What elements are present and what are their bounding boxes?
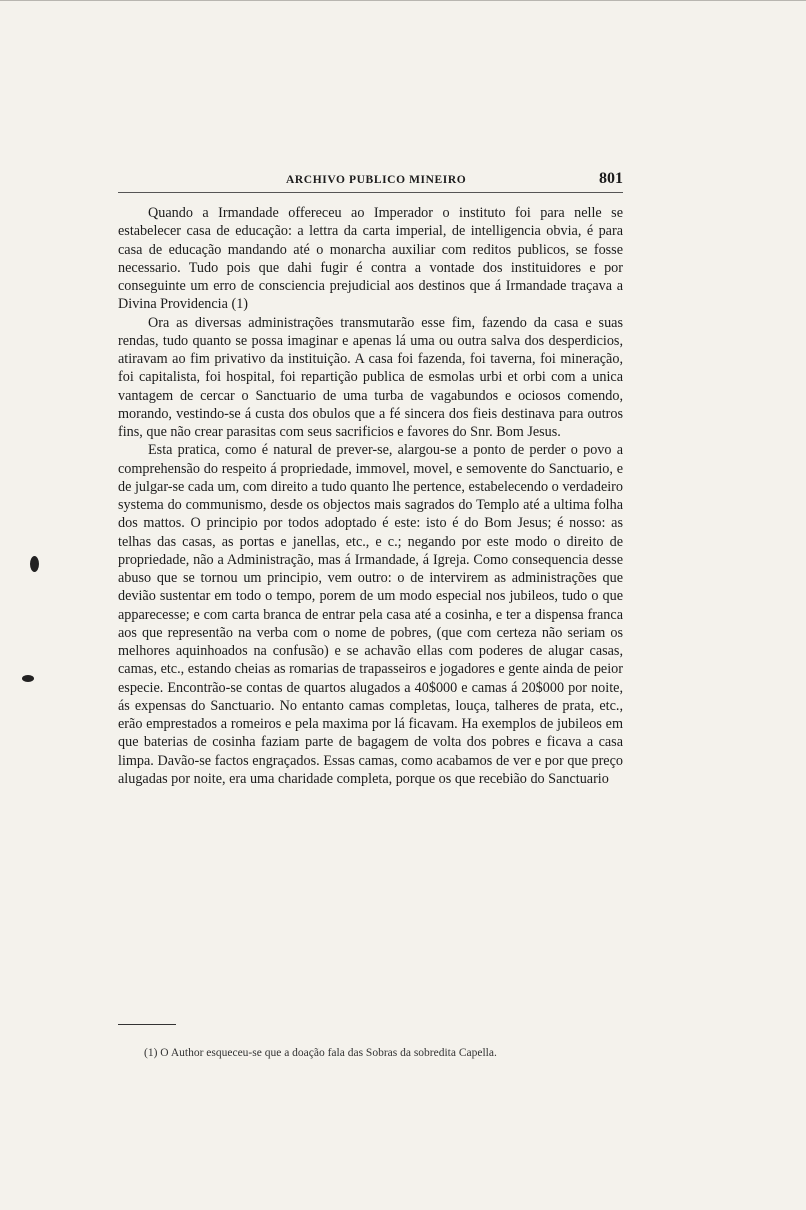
ink-smudge (22, 675, 34, 682)
ink-smudge (30, 556, 39, 572)
footnote: (1) O Author esqueceu-se que a doação fala das Sobras da sobredita Capella. (144, 1047, 497, 1059)
page-number: 801 (599, 170, 623, 187)
running-header (118, 170, 623, 192)
body-text (118, 204, 623, 788)
running-title: ARCHIVO PUBLICO MINEIRO (286, 174, 467, 186)
paragraph-1: Quando a Irmandade offereceu ao Imperador o instituto foi para nelle se estabelecer casa de educação: a lettra da carta imperial, de intelligencia obvia, é para casa de educação mandando até o monarcha auxiliar com reditos publicos, se fosse necessario. Tudo pois que dahi fugir é contra a vontade dos instituidores e por conseguinte um erro de consciencia prejudicial aos destinos que á Irmandade traçava a Divina Providencia (1) (118, 205, 623, 313)
header-rule (118, 192, 623, 193)
paragraph-2: Ora as diversas administrações transmutarão esse fim, fazendo da casa e suas rendas, tudo quanto se possa imaginar e apenas lá uma ou outra salva dos desperdicios, atiravam ao fim privativo da instituição. A casa foi fazenda, foi taverna, foi mineração, foi capitalista, foi hospital, foi repartição publica de esmolas urbi et orbi com a unica vantagem de cercar o Sanctuario de uma turba de vagabundos e ociosos comendo, morando, vestindo-se á custa dos obulos que a fé sincera dos fieis destinava para outros fins, que não crear parasitas com seus sacrificios e favores do Snr. Bom Jesus. (118, 314, 623, 440)
page-top-edge (0, 0, 806, 1)
paragraph-3: Esta pratica, como é natural de prever-se, alargou-se a ponto de perder o povo a comprehensão do respeito á propriedade, immovel, movel, e semovente do Sanctuario, e de julgar-se cada um, com direito a tudo quanto lhe pertence, estabelecendo o verdadeiro systema do communismo, desde os objectos mais sagrados do Templo até a ultima folha dos mattos. O principio por todos adoptado é este: isto é do Bom Jesus; é nosso: as telhas das casas, as portas e janellas, etc., e c.; negando por este modo o direito de propriedade, não a Administração, mas á Irmandade, á Igreja. Como consequencia desse abuso que se tornou um principio, vem outro: o de intervirem as administrações que devião sustentar em todo o tempo, porem de um modo especial nos jubileos, tudo o que apparecesse; e com carta branca de entrar pela casa até a cosinha, e ter a dispensa franca aos que representão na verba com o nome de pobres, (que com certeza não seriam os melhores aquinhoados na confusão) e se achavão ellas com poderes de alugar casas, camas, etc., estando cheias as romarias de trapasseiros e jogadores e gente ainda de peior especie. Encontrão-se contas de quartos alugados a 40$000 e camas á 20$000 por noite, ás expensas do Sanctuario. No entanto camas completas, louça, talheres de prata, etc., erão emprestados a romeiros e pela maxima por lá ficavam. Ha exemplos de jubileos em que baterias de cosinha faziam parte de bagagem de volta dos pobres e ficava a casa limpa. Davão-se factos engraçados. Essas camas, como acabamos de ver e por que preço alugadas por noite, era uma charidade completa, porque os que recebião do Sanctuario (118, 442, 623, 787)
footnote-rule (118, 1024, 176, 1025)
